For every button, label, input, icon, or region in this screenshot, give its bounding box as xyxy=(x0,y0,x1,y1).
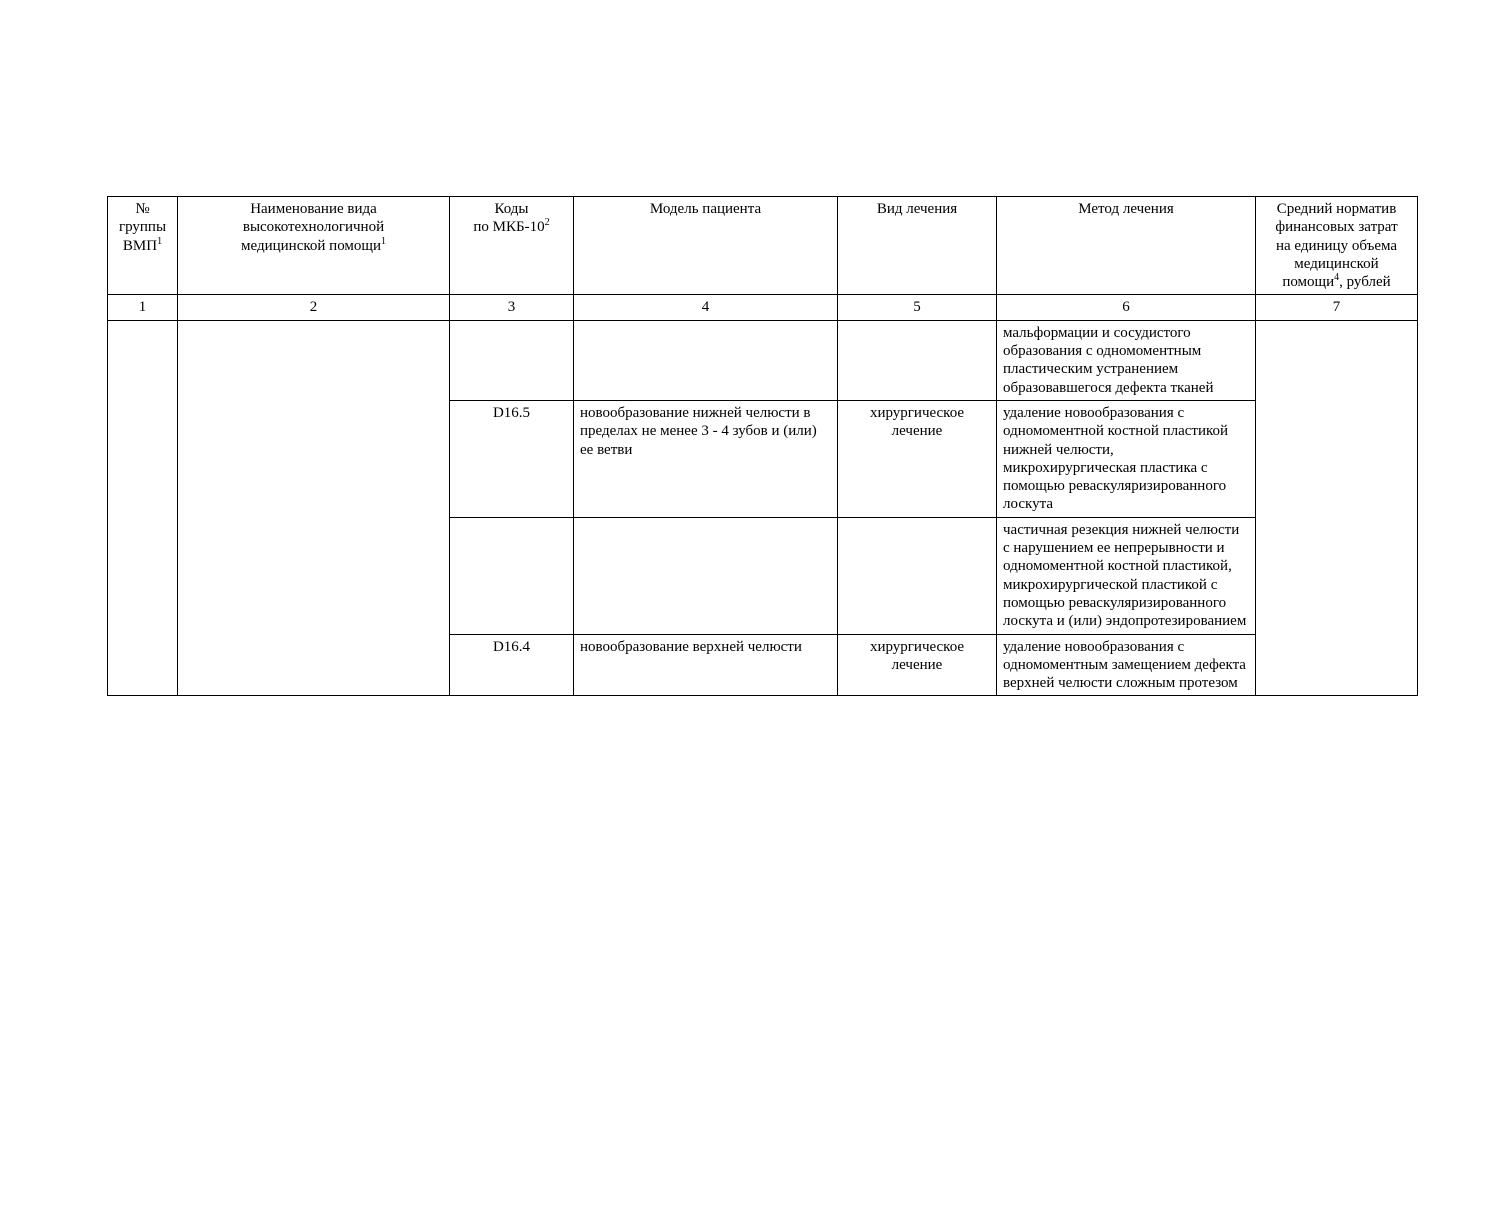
cell-code: D16.4 xyxy=(450,634,574,696)
cell-treatment-type: хирургическое лечение xyxy=(838,634,997,696)
column-number: 4 xyxy=(574,295,838,320)
header-line: ВМП xyxy=(122,237,158,254)
header-cell-treatment-method xyxy=(997,197,1256,295)
header-line: группы xyxy=(118,219,167,236)
footnote-marker: 4 xyxy=(1334,272,1340,284)
column-number: 6 xyxy=(997,295,1256,320)
cell-patient-model: новообразование верхней челюсти xyxy=(574,634,838,696)
cell-patient-model xyxy=(574,517,838,634)
column-number: 7 xyxy=(1256,295,1418,320)
cell-treatment-method: удаление новообразования с одномоментным замещением дефекта верхней челюсти сложным протезом xyxy=(997,634,1256,696)
header-line: Средний норматив xyxy=(1276,201,1397,217)
table-row xyxy=(108,320,1418,400)
header-line: помощи xyxy=(1282,274,1335,291)
header-cell-name xyxy=(178,197,450,295)
header-cell-patient-model xyxy=(574,197,838,295)
header-line: по МКБ-10 xyxy=(473,219,545,236)
header-line: Наименование вида xyxy=(250,201,377,217)
header-line: Модель пациента xyxy=(649,201,762,217)
cell-treatment-type: хирургическое лечение xyxy=(838,400,997,517)
header-line: на единицу объема xyxy=(1275,237,1398,254)
header-line: Метод лечения xyxy=(1078,201,1174,217)
footnote-marker: 1 xyxy=(157,235,163,247)
header-cell-norm xyxy=(1256,197,1418,295)
cell-treatment-method: удаление новообразования с одномоментной костной пластикой нижней челюсти, микрохирургическая пластика с помощью реваскуляризированного лоскута xyxy=(997,400,1256,517)
cell-group-no xyxy=(108,320,178,696)
header-line: медицинской помощи xyxy=(241,237,381,254)
cell-code xyxy=(450,320,574,400)
cell-patient-model xyxy=(574,320,838,400)
cell-norm xyxy=(1256,320,1418,696)
cell-treatment-method: мальформации и сосудистого образования с одномоментным пластическим устранением образовавшегося дефекта тканей xyxy=(997,320,1256,400)
header-line: Вид лечения xyxy=(876,201,958,217)
header-cell-treatment-type xyxy=(838,197,997,295)
header-line: № xyxy=(135,201,150,217)
column-number: 1 xyxy=(108,295,178,320)
header-line: финансовых затрат xyxy=(1275,219,1398,236)
header-line: медицинской xyxy=(1294,255,1379,272)
cell-treatment-type xyxy=(838,517,997,634)
header-line-tail: , рублей xyxy=(1339,274,1391,291)
column-number: 3 xyxy=(450,295,574,320)
header-line: Коды xyxy=(494,201,529,217)
cell-patient-model: новообразование нижней челюсти в пределах не менее 3 - 4 зубов и (или) ее ветви xyxy=(574,400,838,517)
column-number: 5 xyxy=(838,295,997,320)
header-line: высокотехнологичной xyxy=(242,219,385,236)
header-cell-group-no xyxy=(108,197,178,295)
header-cell-code xyxy=(450,197,574,295)
table-column-number-row xyxy=(108,295,1418,320)
cell-treatment-type xyxy=(838,320,997,400)
column-number: 2 xyxy=(178,295,450,320)
footnote-marker: 2 xyxy=(544,217,550,229)
cell-treatment-method: частичная резекция нижней челюсти с нарушением ее непрерывности и одномоментной костной пластикой, микрохирургической пластикой с помощью реваскуляризированного лоскута и (или) эндопротезированием xyxy=(997,517,1256,634)
cell-code xyxy=(450,517,574,634)
table-header-row xyxy=(108,197,1418,295)
cell-name xyxy=(178,320,450,696)
vmp-table xyxy=(107,196,1418,696)
cell-code: D16.5 xyxy=(450,400,574,517)
footnote-marker: 1 xyxy=(380,235,386,247)
